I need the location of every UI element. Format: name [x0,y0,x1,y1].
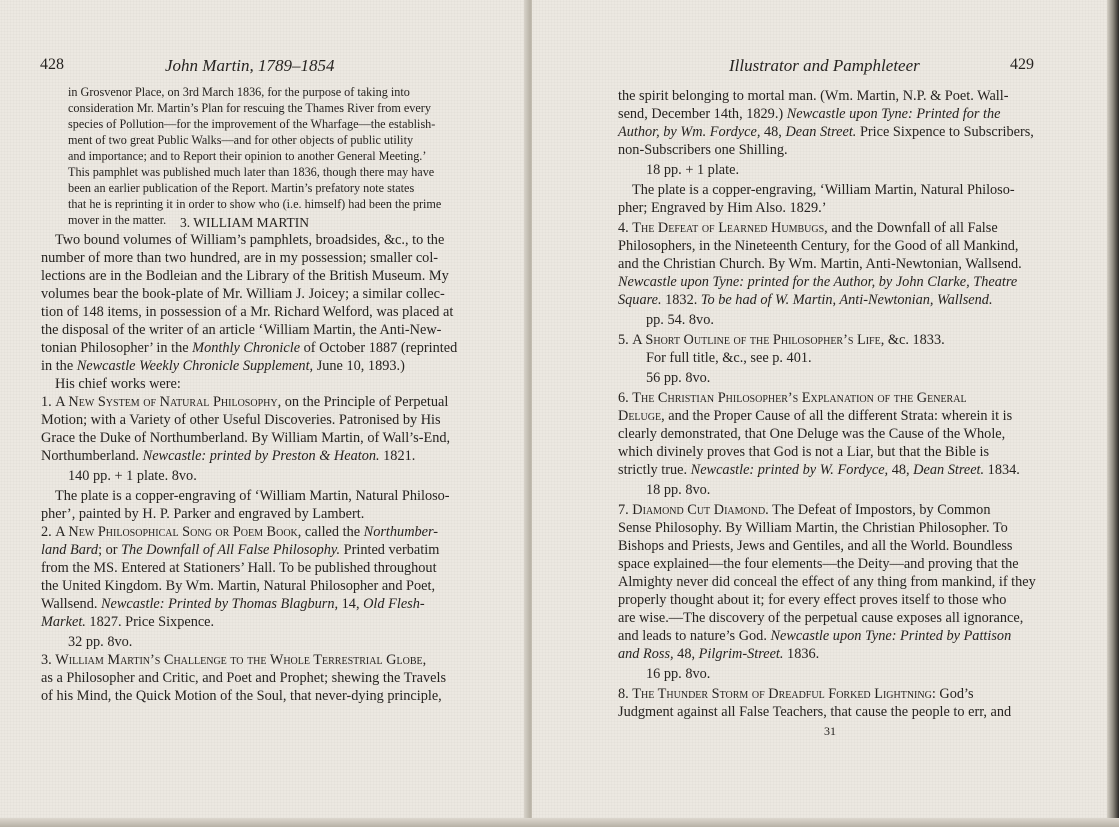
text-run: pp. 54. 8vo. [646,312,714,328]
text-line [41,394,448,411]
text-run: Philosophers, in the Nineteenth Century, for the Good of all Mankind, [618,238,1019,254]
text-line [68,117,435,132]
text-run: 140 pp. + 1 plate. 8vo. [68,468,197,484]
text-run: 3. [41,652,56,668]
text-run: Wallsend. [41,596,101,612]
text-run: A New System of Natural Philosophy, [55,394,282,410]
text-line [41,542,439,559]
text-run: Northumber- [363,524,439,540]
text-run: number of more than two hundred, are in my possession; smaller col- [41,250,439,266]
text-run: Dean Street. [913,462,985,478]
text-run: the United Kingdom. By Wm. Martin, Natural Philosopher and Poet, [41,578,436,594]
text-line [646,482,710,499]
text-run: Newcastle upon Tyne: Printed by Pattison [770,628,1012,644]
text-run: ment of two great Public Walks—and for other objects of public utility [68,133,414,147]
text-run: consideration Mr. Martin’s Plan for rescuing the Thames River from every [68,101,431,115]
text-line [41,688,442,705]
text-line [646,370,710,387]
text-line [41,614,214,631]
text-run: called the [301,524,364,540]
text-run: the spirit belonging to mortal man. (Wm. Martin, N.P. & Poet. Wall- [618,88,1009,104]
text-line [618,390,967,407]
text-run: 1836. [783,646,820,662]
text-run: 2. [41,524,56,540]
text-run: The Downfall of All False Philosophy. [121,542,341,558]
text-line [41,670,446,687]
text-run: Newcastle Weekly Chronicle Supplement, [76,358,314,374]
text-run: &c. 1833. [884,332,945,348]
text-line [618,610,1023,627]
text-line [646,162,739,179]
text-run: land Bard [41,542,99,558]
text-line [68,468,197,485]
text-line [618,628,1011,645]
text-line [55,232,444,249]
text-line [41,358,405,375]
text-line [646,666,710,683]
text-run: lections are in the Bodleian and the Library of the British Museum. My [41,268,449,284]
text-line [618,444,989,461]
text-run: pher; Engraved by Him Also. 1829.’ [618,200,827,216]
text-run: For full title, &c., see p. 401. [646,350,812,366]
text-run: properly thought about it; for every effect proves itself to those who [618,592,1007,608]
text-line [41,448,415,465]
text-line [618,274,1017,291]
text-line [41,652,426,669]
text-run: Pilgrim-Street. [698,646,784,662]
page-number-right: 429 [1010,56,1034,73]
text-line [618,462,1020,479]
text-line [41,506,364,523]
text-run: Square. [618,292,662,308]
text-run: from the MS. Entered at Stationers’ Hall. To be published throughout [41,560,437,576]
text-run: The Christian Philosopher’s Explanation of the General [632,390,967,406]
text-run: 1821. [379,448,416,464]
page-edge-bottom [0,818,1119,827]
text-run: The Thunder Storm of Dreadful Forked Lightning [632,686,932,702]
text-run: A Short Outline of the Philosopher’s Life, [632,332,885,348]
text-run: Motion; with a Variety of other Useful Discoveries. Patronised by His [41,412,441,428]
text-line [632,182,1015,199]
text-run: Printed verbatim [340,542,440,558]
text-run: 8. [618,686,633,702]
text-run: Newcastle upon Tyne: Printed for the [786,106,1001,122]
text-line [618,142,788,159]
text-run: Almighty never did conceal the effect of any thing from mankind, if they [618,574,1036,590]
text-run: ; or [98,542,122,558]
text-run: which divinely proves that God is not a Liar, but that the Bible is [618,444,990,460]
text-line [41,560,437,577]
text-run: Market. [41,614,86,630]
text-line [618,200,826,217]
text-line [41,322,441,339]
text-line [618,556,1019,573]
text-run: Monthly Chronicle [192,340,301,356]
text-run: in Grosvenor Place, on 3rd March 1836, for the purpose of taking into [68,85,410,99]
text-run: Sense Philosophy. By William Martin, the Christian Philosopher. To [618,520,1008,536]
text-line [55,488,450,505]
page-number-left: 428 [40,56,64,73]
text-run: The plate is a copper-engraving of ‘William Martin, Natural Philoso- [55,488,450,504]
page-edge-right [1107,0,1119,827]
text-line [618,686,974,703]
text-run: Newcastle: printed by Preston & Heaton. [142,448,380,464]
text-run: Author, by Wm. Fordyce, [618,124,761,140]
text-line [618,574,1036,591]
text-line [68,149,426,164]
text-line [618,332,945,349]
text-run: Price Sixpence to Subscribers, [856,124,1034,140]
text-run: tonian Philosopher’ in the [41,340,193,356]
text-line [618,704,1011,721]
text-run: and the Proper Cause of all the different Strata: wherein it is [664,408,1013,424]
text-run: 48, [888,462,914,478]
text-run: 14, [338,596,364,612]
text-line [618,256,1022,273]
left-page [0,0,528,827]
text-line [618,106,1001,123]
text-run: Newcastle upon Tyne: printed for the Author, by John Clarke, Theatre [618,274,1018,290]
text-run: 48, [760,124,786,140]
text-run: The Defeat of Learned Humbugs, [632,220,828,236]
text-line [618,408,1012,425]
text-run: Old Flesh- [363,596,425,612]
text-run: To be had of W. Martin, Anti-Newtonian, Wallsend. [700,292,993,308]
text-run: This pamphlet was published much later than 1836, though there may have [68,165,435,179]
text-run: 1834. [984,462,1020,478]
text-run: clearly demonstrated, that One Deluge was the Cause of the Whole, [618,426,1006,442]
text-run: send, December 14th, 1829.) [618,106,787,122]
text-line [68,213,166,228]
text-line [68,133,413,148]
text-line [618,646,819,663]
text-line [618,538,1013,555]
running-head-right: Illustrator and Pamphleteer [729,56,920,75]
text-run: 1. [41,394,56,410]
text-line [618,426,1005,443]
text-run: that he is reprinting it in order to show who (i.e. himself) had been the prime [68,197,442,211]
running-head-left: John Martin, 1789–1854 [165,56,335,75]
text-run: space explained—the four elements—the Deity—and proving that the [618,556,1019,572]
text-run: Northumberland. [41,448,143,464]
text-run: on the Principle of Perpetual [281,394,449,410]
text-run: are wise.—The discovery of the perpetual cause exposes all ignorance, [618,610,1024,626]
text-run: 5. [618,332,633,348]
text-run: Bishops and Priests, Jews and Gentiles, and all the World. Boundless [618,538,1013,554]
text-line [68,634,132,651]
text-line [618,592,1006,609]
text-line [68,85,410,100]
text-run: 7. [618,502,633,518]
text-run: volumes bear the book-plate of Mr. William J. Joicey; a similar collec- [41,286,445,302]
text-line [68,101,431,116]
text-run: the disposal of the writer of an article ‘William Martin, the Anti-New- [41,322,442,338]
text-line [55,376,181,393]
text-run: mover in the matter. [68,213,167,227]
text-line [68,165,434,180]
text-run: 6. [618,390,633,406]
text-run: of October 1887 (reprinted [300,340,458,356]
text-run: 56 pp. 8vo. [646,370,711,386]
text-run: of his Mind, the Quick Motion of the Soul, that never-dying principle, [41,688,442,704]
text-line [41,250,438,267]
text-run: His chief works were: [55,376,181,392]
text-line [41,268,449,285]
text-run: The plate is a copper-engraving, ‘William Martin, Natural Philoso- [632,182,1015,198]
text-line [618,88,1009,105]
text-run: June 10, 1893.) [313,358,405,374]
text-run: strictly true. [618,462,691,478]
text-line [618,502,990,519]
text-run: 1832. [661,292,701,308]
text-run: and the Downfall of all False [827,220,998,236]
text-run: Newcastle: printed by W. Fordyce, [690,462,889,478]
text-line [618,220,998,237]
text-run: and leads to nature’s God. [618,628,771,644]
text-line [618,124,1034,141]
text-run: 18 pp. + 1 plate. [646,162,740,178]
text-run: species of Pollution—for the improvement of the Wharfage—the establish- [68,117,436,131]
text-run: Newcastle: Printed by Thomas Blagburn, [101,596,339,612]
text-line [646,312,714,329]
text-run: in the [41,358,77,374]
text-line [646,350,812,367]
text-run: and Ross, [618,646,674,662]
text-run: 1827. Price Sixpence. [85,614,215,630]
text-run: 4. [618,220,633,236]
text-run: Grace the Duke of Northumberland. By William Martin, of Wall’s-End, [41,430,451,446]
text-run: been an earlier publication of the Report. Martin’s prefatory note states [68,181,415,195]
text-run: William Martin’s Challenge to the Whole Terrestrial Globe, [55,652,427,668]
signature-mark: 31 [824,724,836,738]
text-run: Deluge, [618,408,665,424]
text-run: non-Subscribers one Shilling. [618,142,788,158]
text-line [41,578,435,595]
text-run: Two bound volumes of William’s pamphlets, broadsides, &c., to the [55,232,445,248]
text-line [41,340,457,357]
text-run: Judgment against all False Teachers, that cause the people to err, and [618,704,1012,720]
section-heading: 3. WILLIAM MARTIN [180,215,310,230]
text-run: Dean Street. [785,124,857,140]
text-line [41,596,425,613]
text-run: and importance; and to Report their opinion to another General Meeting.’ [68,149,427,163]
text-run: Diamond Cut Diamond. [632,502,769,518]
text-run: 48, [673,646,699,662]
text-line [41,430,450,447]
text-run: and the Christian Church. By Wm. Martin, Anti-Newtonian, Wallsend. [618,256,1022,272]
text-run: The Defeat of Impostors, by Common [768,502,991,518]
text-line [618,238,1019,255]
text-run: 16 pp. 8vo. [646,666,711,682]
text-line [41,304,453,321]
text-line [68,197,441,212]
text-line [68,181,414,196]
text-line [41,412,441,429]
text-run: as a Philosopher and Critic, and Poet and Prophet; shewing the Travels [41,670,447,686]
text-run: 18 pp. 8vo. [646,482,711,498]
text-line [618,520,1008,537]
text-line [41,286,445,303]
text-line [41,524,438,541]
text-run: A New Philosophical Song or Poem Book, [55,524,302,540]
text-run: : God’s [931,686,974,702]
text-run: pher’, painted by H. P. Parker and engraved by Lambert. [41,506,365,522]
right-page [532,0,1115,827]
text-run: tion of 148 items, in possession of a Mr. Richard Welford, was placed at [41,304,454,320]
text-line [618,292,993,309]
text-run: 32 pp. 8vo. [68,634,133,650]
